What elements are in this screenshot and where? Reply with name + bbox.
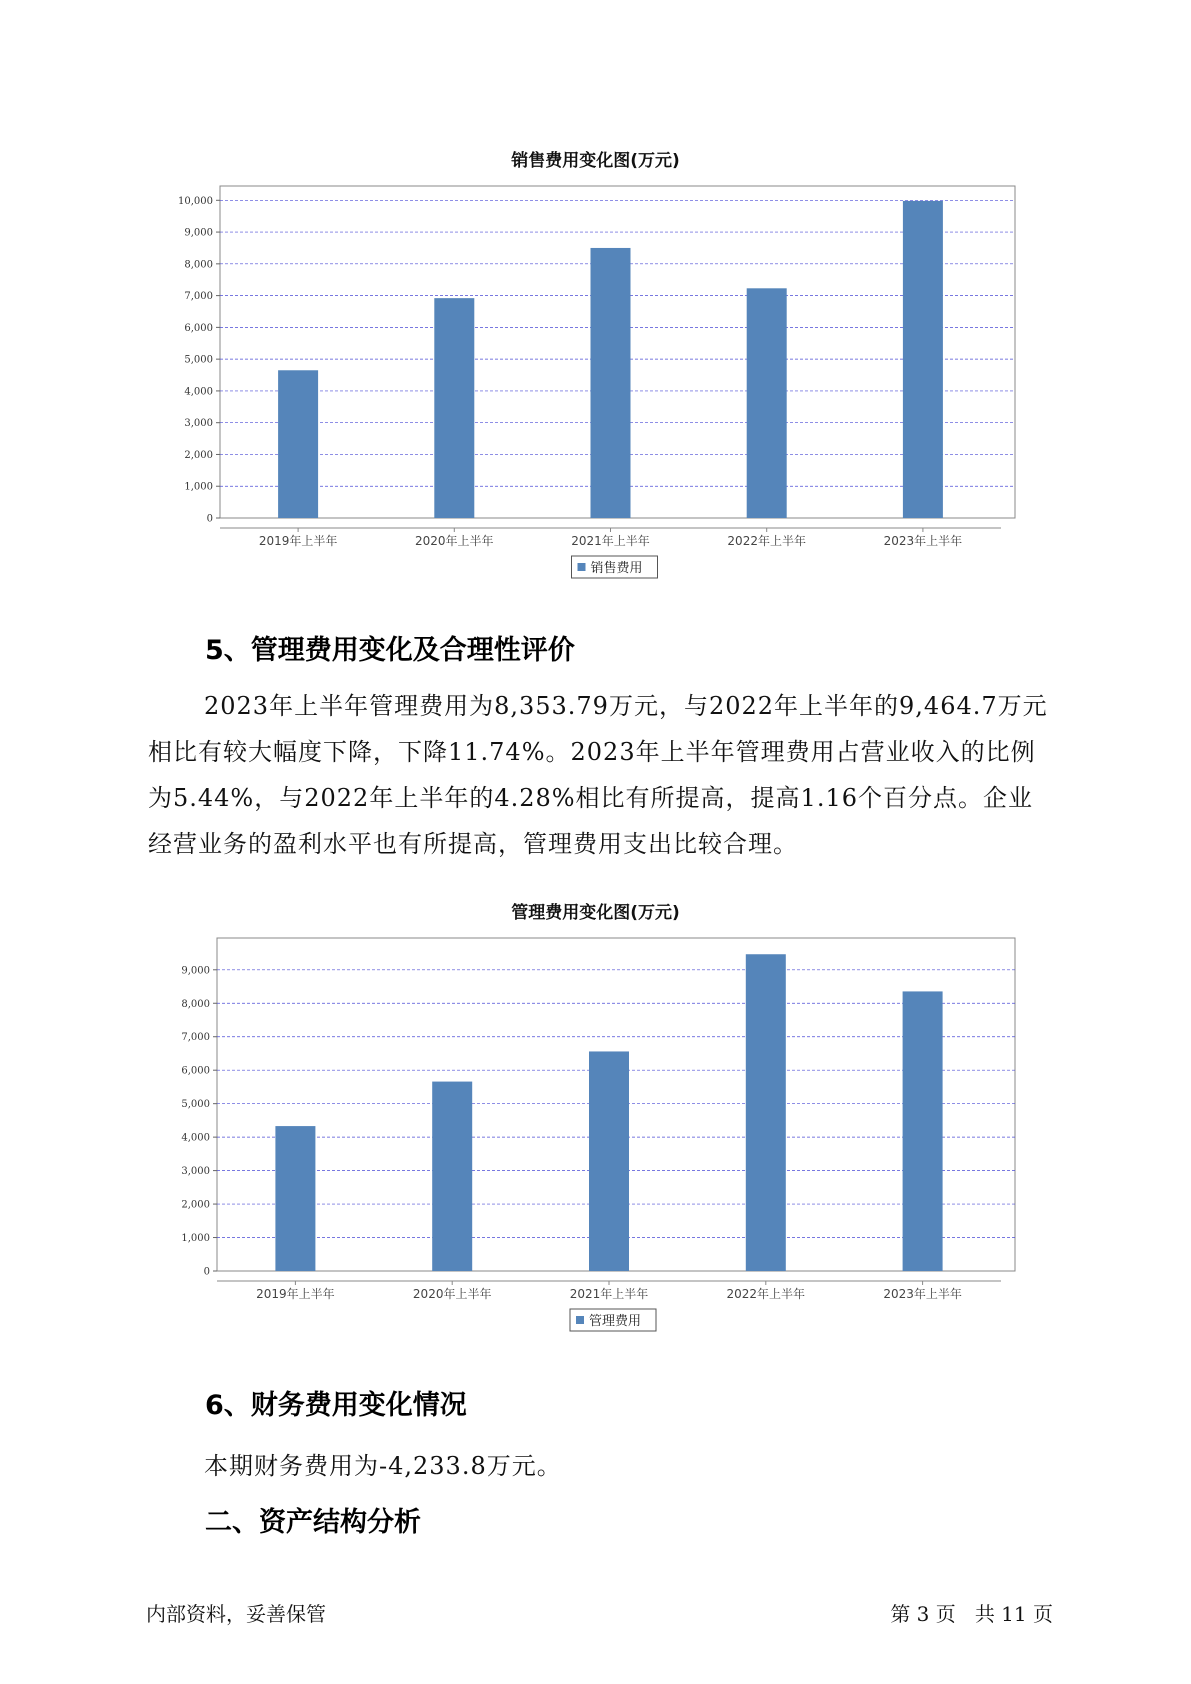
chart2-category-label: 2022年上半年 — [726, 1287, 806, 1301]
chart1-y-tick-label: 9,000 — [184, 227, 213, 239]
chart2-y-tick-label: 4,000 — [181, 1132, 210, 1144]
section-6-heading: 6、财务费用变化情况 — [205, 1390, 467, 1421]
chart1-bar — [747, 288, 787, 518]
chart2-y-tick-label: 3,000 — [181, 1166, 210, 1178]
chart1-bar — [903, 201, 943, 518]
chart1-category-label: 2022年上半年 — [727, 534, 806, 548]
chart1-y-tick-label: 5,000 — [184, 354, 213, 366]
chart1-y-tick-label: 2,000 — [184, 449, 213, 461]
footer-page-number: 第 3 页 共 11 页 — [890, 1602, 1053, 1626]
chart2-y-tick-label: 7,000 — [181, 1032, 210, 1044]
chart1-bar — [434, 298, 474, 518]
chart1-bar — [278, 370, 318, 518]
section-2-heading: 二、资产结构分析 — [205, 1507, 421, 1538]
chart1-legend-label: 销售费用 — [590, 561, 643, 576]
chart1-category-label: 2023年上半年 — [883, 534, 963, 548]
chart1-category-label: 2019年上半年 — [258, 534, 338, 548]
chart2-y-tick-label: 5,000 — [181, 1099, 210, 1111]
chart1-bar — [591, 248, 631, 518]
footer-left: 内部资料，妥善保管 — [146, 1602, 326, 1626]
chart2-category-label: 2020年上半年 — [412, 1287, 492, 1301]
chart2-bar — [746, 954, 786, 1271]
chart1-y-tick-label: 3,000 — [184, 418, 213, 430]
chart2-category-label: 2021年上半年 — [569, 1287, 649, 1301]
chart1-category-label: 2021年上半年 — [571, 534, 650, 548]
section-6-paragraph: 本期财务费用为-4,233.8万元。 — [204, 1452, 562, 1480]
chart1-y-tick-label: 0 — [206, 513, 213, 525]
chart1-legend-swatch — [578, 563, 586, 571]
section-5-heading: 5、管理费用变化及合理性评价 — [205, 635, 575, 666]
chart2-category-label: 2019年上半年 — [256, 1287, 335, 1301]
chart2-category-label: 2023年上半年 — [883, 1287, 962, 1301]
chart2-svg — [150, 930, 1030, 1350]
chart2-title: 管理费用变化图(万元) — [511, 903, 680, 923]
chart1-y-tick-label: 10,000 — [178, 195, 213, 207]
chart2-y-tick-label: 6,000 — [181, 1065, 210, 1077]
chart2-bar — [275, 1126, 315, 1271]
chart1-y-tick-label: 6,000 — [184, 322, 213, 334]
chart2-y-tick-label: 0 — [203, 1266, 210, 1278]
section-5-paragraph: 2023年上半年管理费用为8,353.79万元，与2022年上半年的9,464.7万元相比有较大幅度下降，下降11.74%。2023年上半年管理费用占营业收入的比例为5.44%，与2022年上半年的4.28%相比有所提高，提高1.16个百分点。企业经营业务的盈利水平也有所提高，管理费用支出比较合理。 — [148, 692, 1048, 858]
chart2-y-tick-label: 9,000 — [181, 965, 210, 977]
chart1-y-tick-label: 1,000 — [184, 481, 213, 493]
chart2-legend-label: 管理费用 — [589, 1314, 642, 1329]
chart1-svg — [150, 180, 1030, 600]
chart1-title: 销售费用变化图(万元) — [511, 151, 680, 171]
chart1-y-tick-label: 4,000 — [184, 386, 213, 398]
chart1-y-tick-label: 8,000 — [184, 259, 213, 271]
chart2-y-tick-label: 8,000 — [181, 998, 210, 1010]
chart2-bar — [589, 1051, 629, 1271]
chart1-category-label: 2020年上半年 — [415, 534, 494, 548]
chart2-y-tick-label: 2,000 — [181, 1199, 210, 1211]
chart2-bar — [432, 1082, 472, 1271]
chart2-legend-swatch — [576, 1316, 584, 1324]
chart2-y-tick-label: 1,000 — [181, 1233, 210, 1245]
chart1-y-tick-label: 7,000 — [184, 291, 213, 303]
chart2-bar — [903, 991, 943, 1271]
